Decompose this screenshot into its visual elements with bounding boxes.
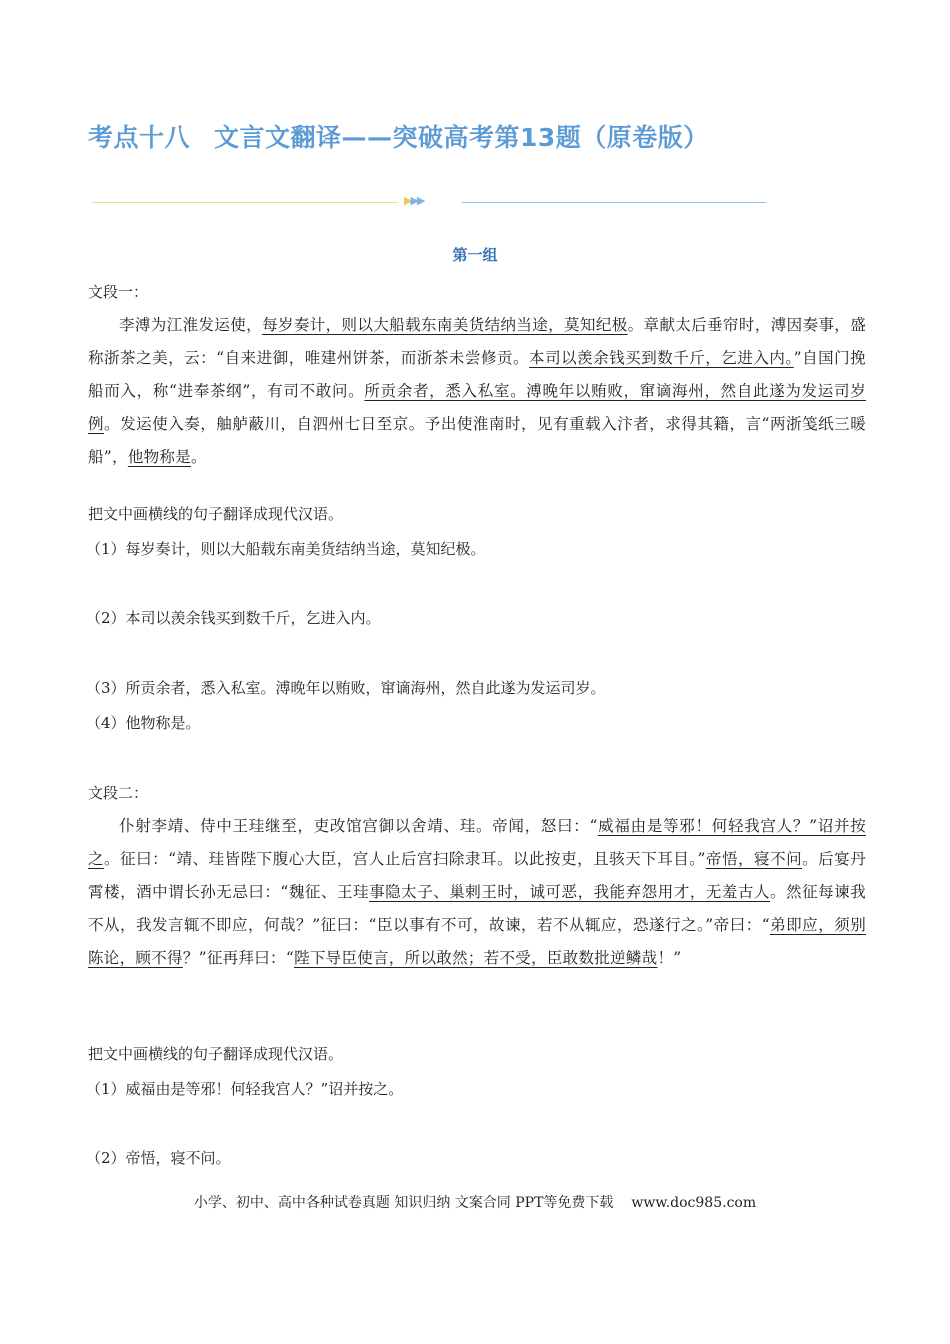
section2-question-2: （2）帝悟，寝不问。 — [86, 1149, 231, 1167]
footer — [0, 1192, 950, 1212]
section1-instruction: 把文中画横线的句子翻译成现代汉语。 — [88, 505, 344, 523]
passage-text: ？”征再拜曰：“ — [182, 949, 295, 967]
passage-text: 。章献太后垂帘时，溥因奏事，盛称浙茶之美，云：“自来进御，唯建州饼茶，而浙茶未尝修贡。 — [88, 316, 866, 367]
section2-passage — [88, 810, 866, 975]
passage-text: 。 — [191, 448, 207, 466]
underlined-sentence: 帝悟，寝不问 — [705, 850, 803, 868]
passage-text: 。征曰：“靖、珪皆陛下腹心大臣，宫人止后宫扫除隶耳。以此按吏，且骇天下耳目。” — [104, 850, 706, 868]
passage-text: 。后宴丹霄楼，酒中谓长孙无忌曰：“魏征、王珪 — [88, 850, 866, 901]
section1-question-4: （4）他物称是。 — [86, 714, 201, 732]
passage-text: 。然征每谏我不从，我发言辄不即应，何哉？”征曰：“臣以事有不可，故谏，若不从辄应，恐遂行之。”帝曰：“ — [88, 883, 866, 934]
footer-url[interactable]: www.doc985.com — [631, 1195, 757, 1211]
underlined-sentence: 他物称是 — [127, 448, 192, 466]
section1-question-2: （2）本司以羡余钱买到数千斤，乞进入内。 — [86, 609, 381, 627]
passage-text: ”自国门挽船而入，称“进奉茶纲”，有司不敢问。 — [88, 349, 866, 400]
underlined-sentence: 每岁奏计，则以大船载东南美货结纳当途，莫知纪极 — [262, 316, 628, 334]
title-part2: 文言文翻译——突破高考第13题（原卷版） — [214, 123, 709, 152]
section2-instruction: 把文中画横线的句子翻译成现代汉语。 — [88, 1045, 344, 1063]
section2-label: 文段二： — [88, 784, 149, 802]
group-title: 第一组 — [452, 246, 498, 264]
page-title — [88, 118, 709, 154]
underlined-sentence: 陛下导臣使言，所以敢然；若不受，臣敢数批逆鳞哉 — [294, 949, 658, 967]
divider-line-right — [462, 202, 766, 203]
section1-passage — [88, 309, 866, 474]
passage-text: ！” — [657, 949, 682, 967]
underlined-sentence: 威福由是等邪！何轻我宫人？”诏并按之 — [88, 817, 866, 868]
footer-text: 小学、初中、高中各种试卷真题 知识归纳 文案合同 PPT等免费下载 — [193, 1195, 614, 1211]
section1-question-1: （1）每岁奏计，则以大船载东南美货结纳当途，莫知纪极。 — [86, 540, 486, 558]
section1-question-3: （3）所贡余者，悉入私室。溥晚年以贿败，窜谪海州，然自此遂为发运司岁。 — [86, 679, 606, 697]
underlined-sentence: 本司以羡余钱买到数千斤，乞进入内。 — [529, 349, 794, 367]
title-part1: 考点十八 — [88, 123, 191, 152]
underlined-sentence: 事隐太子、巢剌王时，诚可恶，我能弃怨用才，无羞古人 — [369, 883, 771, 901]
underlined-sentence: 弟即应，须别陈论，顾不得 — [88, 916, 866, 967]
section2-question-1: （1）威福由是等邪！何轻我宫人？”诏并按之。 — [86, 1080, 404, 1098]
divider-line-left — [92, 202, 398, 203]
title-divider — [92, 196, 766, 208]
triple-arrow-icon: ▶▶▶ — [404, 194, 424, 207]
passage-text: 李溥为江淮发运使， — [119, 316, 263, 334]
underlined-sentence: 所贡余者，悉入私室。溥晚年以贿败，窜谪海州，然自此遂为发运司岁例 — [88, 382, 866, 433]
passage-text: 仆射李靖、侍中王珪继至，吏改馆宫御以舍靖、珪。帝闻，怒曰：“ — [119, 817, 598, 835]
section1-label: 文段一： — [88, 283, 149, 301]
passage-text: 。发运使入奏，舳舻蔽川，自泗州七日至京。予出使淮南时，见有重载入汴者，求得其籍，言“两浙笺纸三暖船”， — [88, 415, 866, 466]
